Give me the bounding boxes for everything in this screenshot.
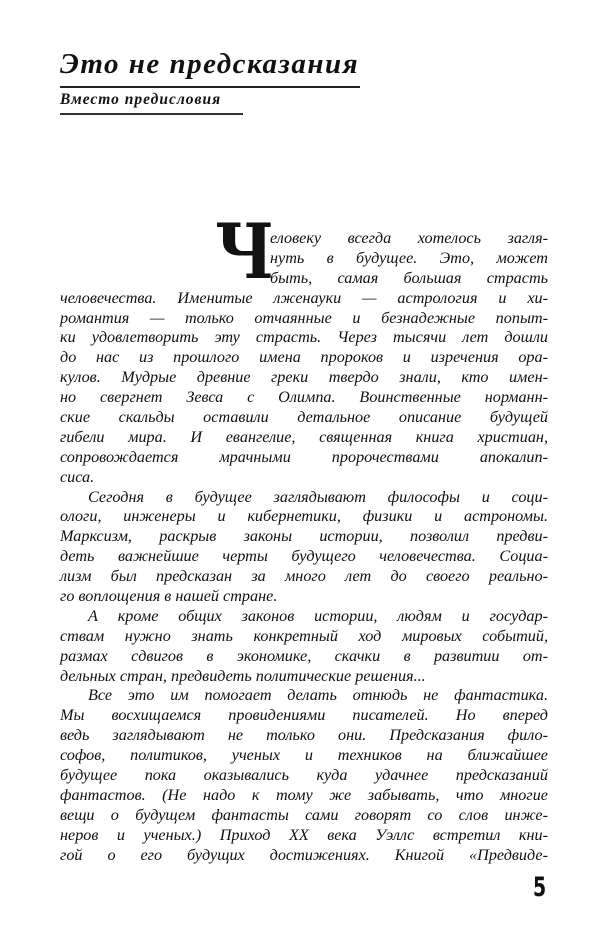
text-line: ведь заглядывают не только они. Предсказания фило- — [60, 726, 548, 745]
text-line: А кроме общих законов истории, людям и государ- — [88, 606, 548, 625]
text-line: ствам нужно знать конкретный ход мировых событий, — [60, 626, 548, 645]
text-line: нуть в будущее. Это, может — [270, 248, 548, 267]
subtitle-underline — [60, 113, 243, 115]
text-line: Мы восхищаемся провидениями писателей. Но вперед — [60, 706, 548, 725]
chapter-title: Это не предсказания — [60, 48, 360, 80]
text-line: гой о его будущих достижениях. Книгой «Предвиде- — [60, 845, 548, 864]
text-line: быть, самая большая страсть — [270, 268, 548, 287]
body-text — [60, 229, 548, 866]
text-line: размах сдвигов в экономике, скачки в развитии от- — [60, 646, 548, 665]
text-line: но свергнет Зевса с Олимпа. Воинственные норманн- — [60, 388, 548, 407]
text-line: романтия — только отчаянные и безнадежные попыт- — [60, 308, 548, 327]
drop-cap: Ч — [215, 207, 274, 296]
text-line: го воплощения в нашей стране. — [60, 587, 278, 606]
chapter-subtitle: Вместо предисловия — [60, 91, 222, 108]
text-line: Все это им помогает делать отнюдь не фантастика. — [88, 686, 548, 705]
text-line: человечества. Именитые лженауки — астрология и хи- — [60, 288, 548, 307]
text-line: вещи о будущем фантасты сами говорят со слов инже- — [60, 805, 548, 824]
text-line: Сегодня в будущее заглядывают философы и соци- — [88, 487, 548, 506]
text-line: ские скальды оставили детальное описание будущей — [60, 408, 548, 427]
text-line: неров и ученых.) Приход XX века Уэллс встретил кни- — [60, 825, 548, 844]
text-line: дельных стран, предвидеть политические решения... — [60, 666, 426, 685]
text-line: кулов. Мудрые древние греки твердо знали, кто имен- — [60, 368, 548, 387]
text-line: сопровождается мрачными пророчествами апокалип- — [60, 447, 548, 466]
text-line: будущее пока оказывались куда удачнее предсказаний — [60, 766, 548, 785]
text-line: до нас из прошлого имена пророков и изречения ора- — [60, 348, 548, 367]
text-line: деть важнейшие черты будущего человечества. Социа- — [60, 547, 548, 566]
title-underline — [60, 86, 360, 88]
text-line: фантастов. (Не надо к тому же забывать, что многие — [60, 785, 548, 804]
text-line: ологи, инженеры и кибернетики, физики и астрономы. — [60, 507, 548, 526]
text-line: Марксизм, раскрыв законы истории, позволил предви- — [60, 527, 548, 546]
text-line: софов, политиков, ученых и техников на ближайшее — [60, 746, 548, 765]
text-line: еловеку всегда хотелось загля- — [270, 229, 548, 247]
text-line: лизм был предсказан за много лет до своего реально- — [60, 567, 548, 586]
text-line: гибели мира. И евангелие, священная книга христиан, — [60, 427, 548, 446]
text-line: сиса. — [60, 467, 95, 486]
text-line: ки удовлетворить эту страсть. Через тысячи лет дошли — [60, 328, 548, 347]
page-number: 5 — [533, 872, 547, 903]
